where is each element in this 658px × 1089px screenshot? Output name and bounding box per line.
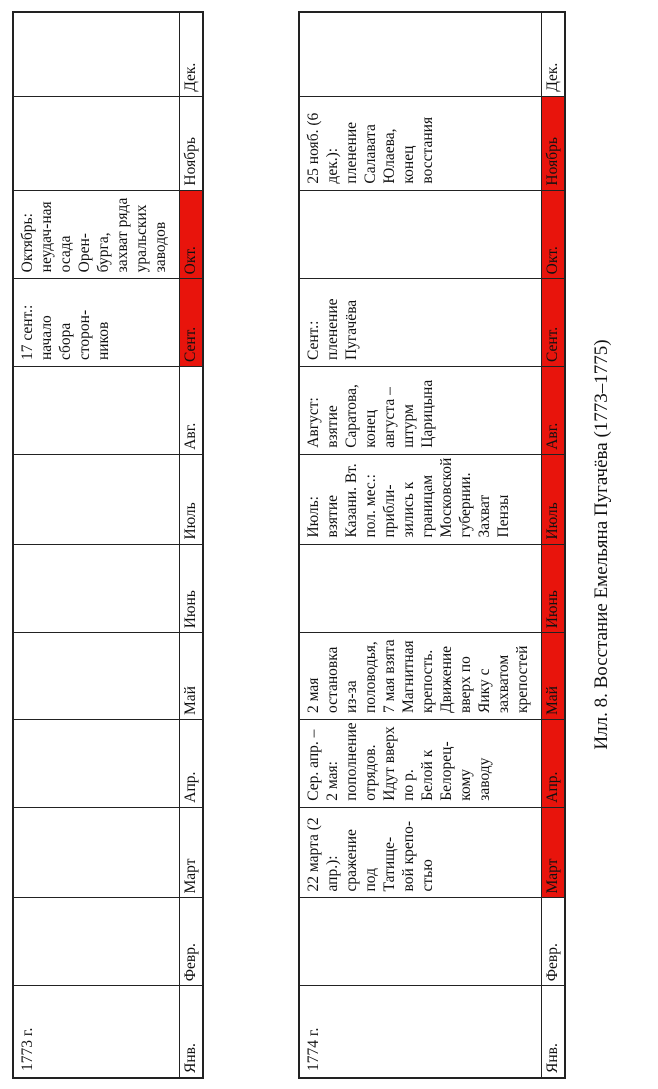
figure-caption: Илл. 8. Восстание Емельяна Пугачёва (1773–1775)	[591, 339, 612, 750]
cell-apr: Сер. апр. – 2 мая: пополнение отрядов. Идут вверх по р. Белой к Белорец-кому заводу	[300, 720, 542, 808]
month-apr: Апр.	[180, 720, 203, 808]
month-sep: Сент.	[542, 279, 565, 367]
month-jun: Июнь	[180, 544, 203, 633]
cell-feb	[14, 898, 180, 986]
year-label: 1774 г.	[305, 1027, 322, 1071]
month-aug: Авг.	[180, 367, 203, 455]
month-sep: Сент.	[180, 279, 203, 367]
month-jan: Янв.	[180, 986, 203, 1078]
cell-mar	[14, 807, 180, 898]
month-aug: Авг.	[542, 367, 565, 455]
cell-feb	[300, 898, 542, 986]
cell-jan	[14, 986, 180, 1078]
year-label: 1773 г.	[19, 1027, 36, 1071]
cell-dec	[300, 13, 542, 97]
cell-jun	[300, 544, 542, 633]
month-jun: Июнь	[542, 544, 565, 633]
month-may: Май	[542, 633, 565, 720]
cell-oct	[300, 190, 542, 279]
cell-nov	[14, 96, 180, 190]
months-row	[180, 13, 203, 1078]
cell-aug: Август: взятие Саратова, конец августа – штурм Царицына	[300, 367, 542, 455]
month-jan: Янв.	[542, 986, 565, 1078]
cell-apr	[14, 720, 180, 808]
month-dec: Дек.	[180, 13, 203, 97]
cell-oct: Октябрь: неудач-ная осада Орен-бурга, захват ряда уральских заводов	[14, 190, 180, 279]
events-row	[14, 13, 180, 1078]
cell-nov: 25 нояб. (6 дек.): пленение Салавата Юлаева, конец восстания	[300, 96, 542, 190]
month-jul: Июль	[542, 454, 565, 544]
cell-may	[14, 633, 180, 720]
month-feb: Февр.	[180, 898, 203, 986]
cell-aug	[14, 367, 180, 455]
month-mar: Март	[542, 807, 565, 898]
events-row	[300, 13, 542, 1078]
month-oct: Окт.	[180, 190, 203, 279]
month-oct: Окт.	[542, 190, 565, 279]
month-feb: Февр.	[542, 898, 565, 986]
month-jul: Июль	[180, 454, 203, 544]
months-row	[542, 13, 565, 1078]
month-nov: Ноябрь	[180, 96, 203, 190]
table-1774	[298, 11, 566, 1079]
cell-mar: 22 марта (2 апр.): сражение под Татище-вой крепо-стью	[300, 807, 542, 898]
cell-sep: Сент.: пленение Пугачёва	[300, 279, 542, 367]
cell-jul	[14, 454, 180, 544]
month-dec: Дек.	[542, 13, 565, 97]
month-nov: Ноябрь	[542, 96, 565, 190]
cell-jun	[14, 544, 180, 633]
month-apr: Апр.	[542, 720, 565, 808]
cell-sep: 17 сент.: начало сбора сторон-ников	[14, 279, 180, 367]
table-1773	[12, 11, 204, 1079]
month-may: Май	[180, 633, 203, 720]
cell-jul: Июль: взятие Казани. Вт. пол. мес.: прибли-зились к границам Московской губернии. Захват Пензы	[300, 454, 542, 544]
month-mar: Март	[180, 807, 203, 898]
cell-jan	[300, 986, 542, 1078]
cell-dec	[14, 13, 180, 97]
cell-may: 2 мая остановка из-за половодья, 7 мая взята Магнитная крепость. Движение вверх по Яику с захватом крепостей	[300, 633, 542, 720]
